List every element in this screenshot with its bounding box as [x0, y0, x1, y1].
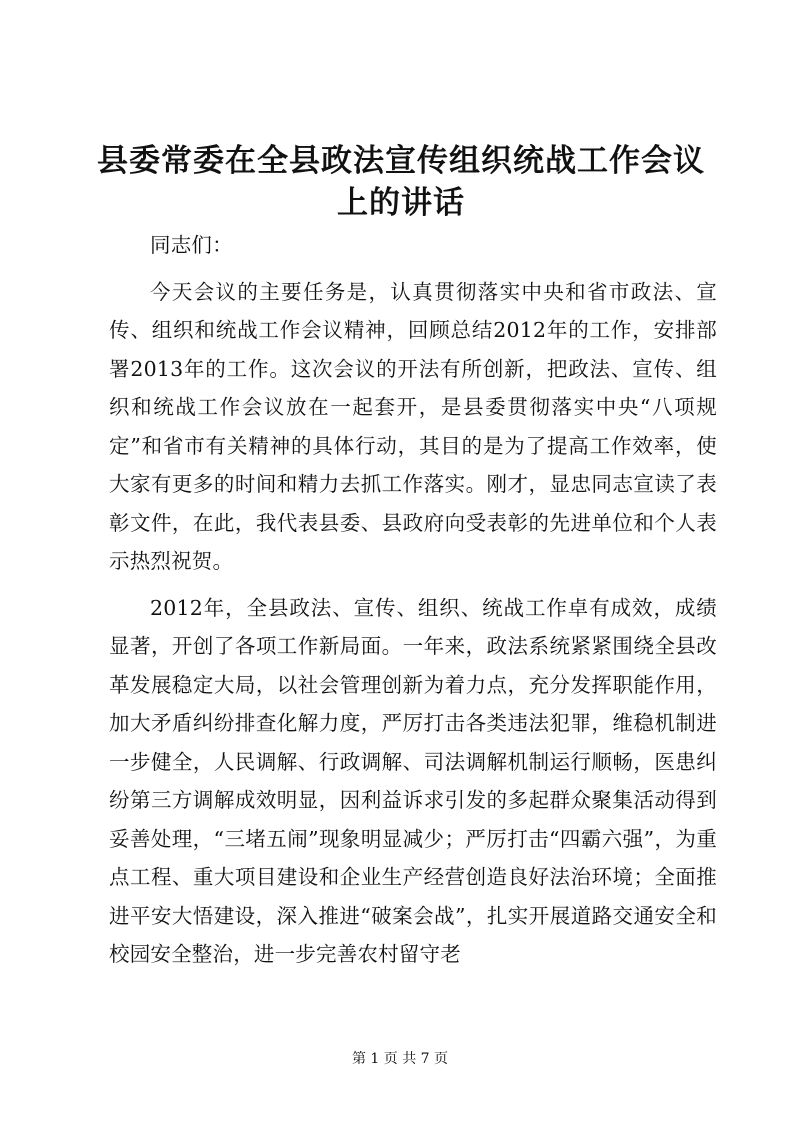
salutation-paragraph: 同志们： [150, 233, 233, 257]
document-title: 县委常委在全县政法宣传组织统战工作会议上的讲话 [97, 143, 705, 221]
document-body [109, 226, 717, 974]
body-paragraph-1: 今天会议的主要任务是，认真贯彻落实中央和省市政法、宣传、组织和统战工作会议精神，回顾总结2012年的工作，安排部署2013年的工作。这次会议的开法有所创新，把政法、宣传、组织和统战工作会议放在一起套开，是县委贯彻落实中央“八项规定”和省市有关精神的具体行动，其目的是为了提高工作效率，使大家有更多的时间和精力去抓工作落实。刚才，显忠同志宣读了表彰文件，在此，我代表县委、县政府向受表彰的先进单位和个人表示热烈祝贺。 [109, 279, 717, 573]
body-paragraph-2: 2012年，全县政法、宣传、组织、统战工作卓有成效，成绩显著，开创了各项工作新局面。一年来，政法系统紧紧围绕全县改革发展稳定大局，以社会管理创新为着力点，充分发挥职能作用，加大矛盾纠纷排查化解力度，严厉打击各类违法犯罪，维稳机制进一步健全，人民调解、行政调解、司法调解机制运行顺畅，医患纠纷第三方调解成效明显，因利益诉求引发的多起群众聚集活动得到妥善处理，“三堵五闹”现象明显减少；严厉打击“四霸六强”，为重点工程、重大项目建设和企业生产经营创造良好法治环境；全面推进平安大悟建设，深入推进“破案会战”，扎实开展道路交通安全和校园安全整治，进一步完善农村留守老 [109, 595, 717, 966]
page-number-footer: 第 1 页 共 7 页 [351, 1051, 449, 1067]
